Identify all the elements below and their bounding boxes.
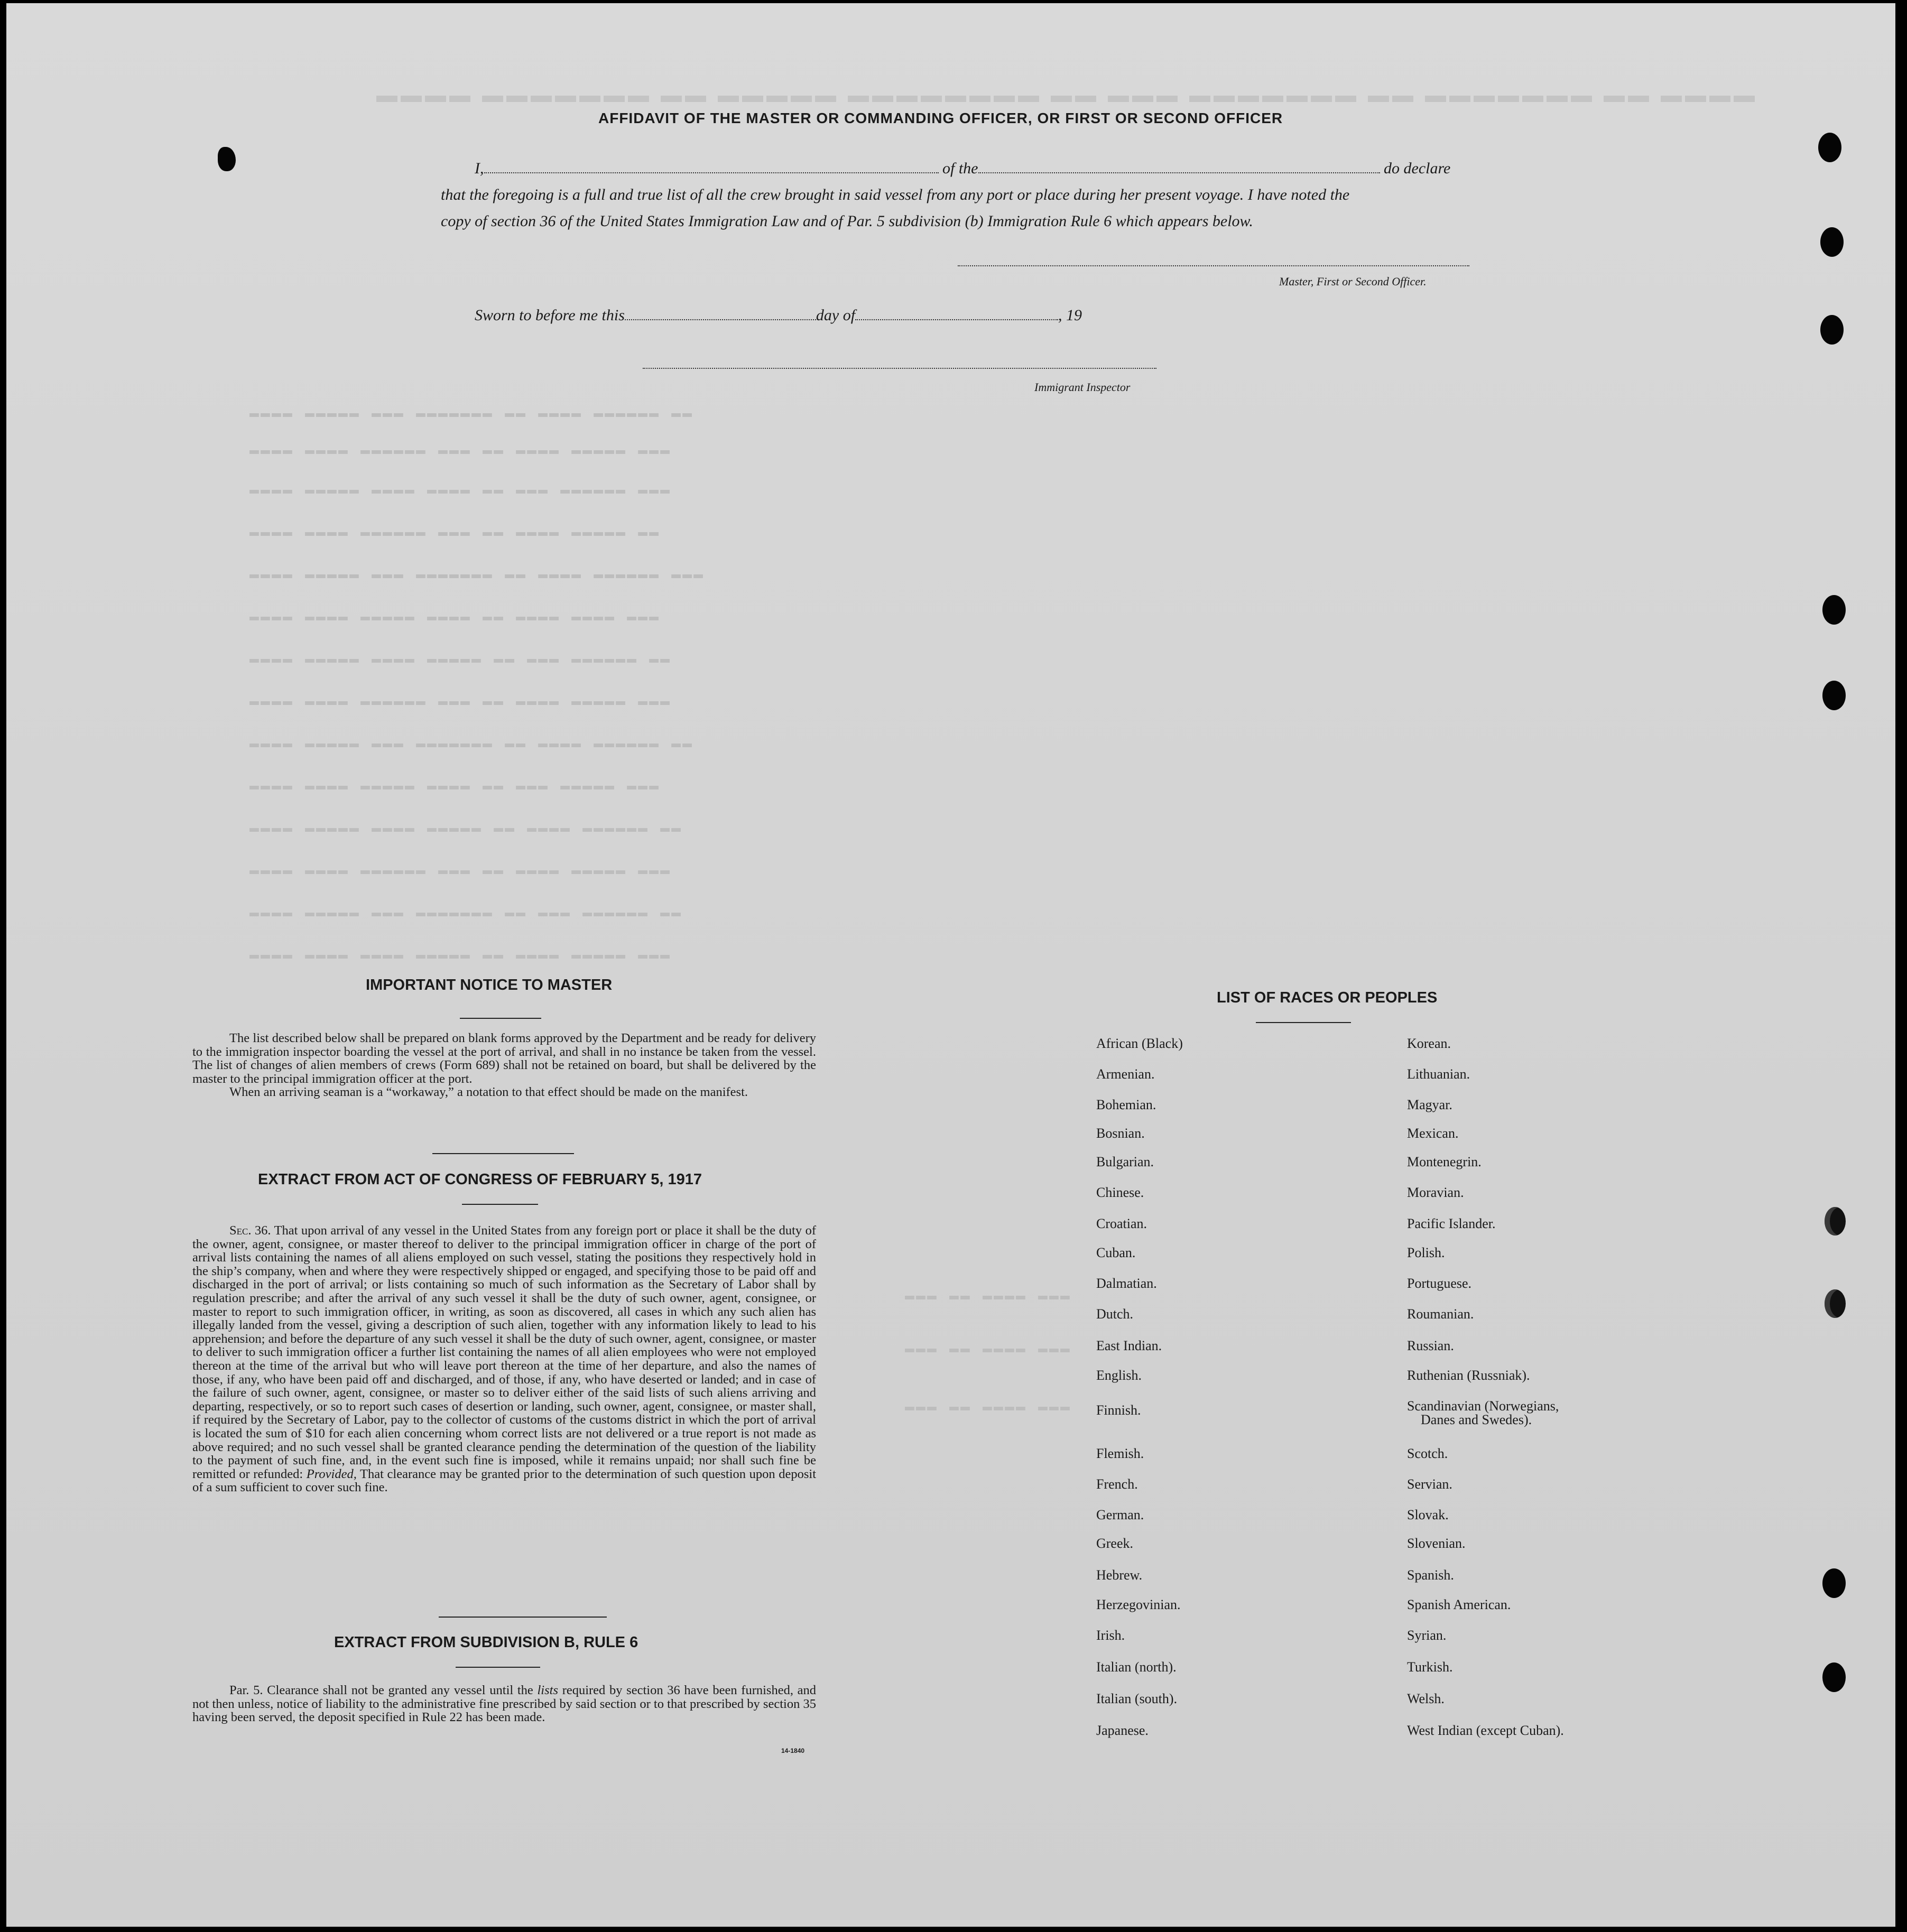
- sworn-line: [475, 306, 1082, 324]
- divider: [432, 1153, 574, 1154]
- race-item: Chinese.: [1096, 1185, 1144, 1200]
- document-page: ▬▬▬▬ ▬▬▬▬▬▬▬ ▬▬ ▬▬▬▬▬ ▬▬▬▬▬▬▬▬ ▬▬ ▬▬▬ ▬▬▬▬▬▬▬ ▬▬ ▬▬▬▬▬▬▬ ▬▬ ▬▬▬▬ ▬▬▬▬ ▬▬▬▬▬ ▬▬▬ ▬▬▬▬▬▬▬ ▬▬ ▬▬▬▬ ▬▬▬▬▬▬ ▬▬ ▬▬▬▬ ▬▬▬▬ ▬▬▬▬▬▬ ▬▬▬ ▬▬ ▬▬▬▬ ▬▬▬▬▬ ▬▬▬ ▬▬▬▬ ▬▬▬▬▬ ▬▬▬▬ ▬▬▬▬ ▬▬ ▬▬▬ ▬▬▬▬▬▬ ▬▬▬ ▬▬▬▬ ▬▬▬▬ ▬▬▬▬▬▬ ▬▬▬ ▬▬ ▬▬▬▬ ▬▬▬▬▬ ▬▬ ▬▬▬▬ ▬▬▬▬▬ ▬▬▬ ▬▬▬▬▬▬▬ ▬▬ ▬▬▬▬ ▬▬▬▬▬▬ ▬▬▬ ▬▬▬▬ ▬▬▬▬ ▬▬▬▬▬ ▬▬▬▬ ▬▬ ▬▬▬▬ ▬▬▬▬ ▬▬▬ ▬▬▬▬ ▬▬▬▬▬ ▬▬▬▬ ▬▬▬▬▬ ▬▬ ▬▬▬ ▬▬▬▬▬▬ ▬▬ ▬▬▬▬ ▬▬▬▬ ▬▬▬▬▬▬ ▬▬▬ ▬▬ ▬▬▬▬ ▬▬▬▬▬ ▬▬▬ ▬▬▬▬ ▬▬▬▬▬ ▬▬▬ ▬▬▬▬▬▬▬ ▬▬ ▬▬▬▬ ▬▬▬▬▬▬ ▬▬ ▬▬▬▬ ▬▬▬▬ ▬▬▬▬▬ ▬▬▬▬ ▬▬ ▬▬▬ ▬▬▬▬▬ ▬▬▬ ▬▬▬▬ ▬▬▬▬▬ ▬▬▬▬ ▬▬▬▬▬ ▬▬ ▬▬▬▬ ▬▬▬▬▬▬ ▬▬ ▬▬▬▬ ▬▬▬▬ ▬▬▬▬▬▬ ▬▬▬ ▬▬ ▬▬▬▬ ▬▬▬▬▬ ▬▬▬ ▬▬▬▬ ▬▬▬▬▬ ▬▬▬ ▬▬▬▬▬▬▬ ▬▬ ▬▬▬ ▬▬▬▬▬▬ ▬▬ ▬▬▬▬ ▬▬▬▬ ▬▬▬▬ ▬▬▬▬▬ ▬▬ ▬▬▬▬ ▬▬▬▬▬ ▬▬▬ ▬▬▬ ▬▬ ▬▬▬▬ ▬▬▬ ▬▬▬ ▬▬ ▬▬▬▬ ▬▬▬ ▬▬▬ ▬▬ ▬▬▬▬ ▬▬▬ AFFIDAVIT OF THE MASTER OR COMMANDING OFFICER, OR FIRST OR SECOND OFFICER I, of the do declare that the foregoing is a full and true list of all the crew brought in said vessel from any port or place during her present voyage. I have noted the copy of section 36 of the United States Immigration Law and of Par. 5 subdivision (b) Immigration Rule 6 which appears below. Master, First or Second Officer. Sworn to before me this day of , 19 Immigrant Inspector IMPORTANT NOTICE TO MASTER The list described below shall be prepared on blank forms approved by the Department and be ready for delivery to the immigration inspector boarding the vessel at the port of arrival, and shall in no instance be taken from the vessel. The list of changes of alien members of crews (Form 689) shall not be retained on board, but shall be delivered by the master to the principal immigration officer at the port. When an arriving seaman is a “workaway,” a notation to that effect should be made on the manifest. EXTRACT FROM ACT OF CONGRESS OF FEBRUARY 5, 1917 Sec. 36. That upon arrival of any vessel in the United States from any foreign port or place it shall be the duty of the owner, agent, consignee, or master thereof to deliver to the principal immigration officer in charge of the port of arrival lists containing the names of all aliens employed on such vessel, stating the positions they respectively hold in the ship’s company, when and where they were respectively shipped or engaged, and specifying those to be paid off and discharged in the port of arrival; or lists containing so much of such information as the Secretary of Labor shall by regulation prescribe; and after the arrival of any such vessel it shall be the duty of such owner, agent, consignee, or master to report to such immigration officer, in writing, as soon as discovered, all cases in which any such alien has illegally landed from the vessel, giving a description of such alien, together with any information likely to lead to his apprehension; and before the departure of any such vessel it shall be the duty of such owner, agent, consignee, or master to deliver to such immigration officer a further list containing the names of all alien employees who were not employed thereon at the time of the arrival but who will leave port thereon at the time of her departure, and also the names of those, if any, who have been paid off and discharged, and of those, if any, who have deserted or landed; and in case of the failure of such owner, agent, consignee, or master so to deliver either of the said lists of such aliens arriving and departing, respectively, or so to report such cases of desertion or landing, such owner, agent, consignee, or master shall, if required by the Secretary of Labor, pay to the collector of customs of the customs district in which the port of arrival is located the sum of $10 for each alien concerning whom correct lists are not delivered or a true report is not made as above required; and no such vessel shall be granted clearance pending the determination of the question of the liability to the payment of such fine, and, in the event such fine is imposed, while it remains unpaid; nor shall such fine be remitted or refunded: Provided, That clearance may be granted prior to the determination of such question upon deposit of a sum sufficient to cover such fine. EXTRACT FROM SUBDIVISION B, RULE 6 Par. 5. Clearance shall not be granted any vessel until the lists required by section 36 have been furnished, and not then unless, notice of liability to the administrative fine prescribed by said section or to that prescribed by section 35 having been served, the deposit specified in Rule 22 has been made. 14-1840 LIST OF RACES OR PEOPLES African (Black) Armenian. Bohemian. Bosnian. Bulgarian. Chinese. Croatian. Cuban. Dalmatian. Dutch. East Indian. English. Finnish. Flemish. French. German. Greek. Hebrew. Herzegovinian. Irish. Italian (north). Italian (south). Japanese. Korean. Lithuanian. Magyar. Mexican. Montenegrin. Moravian. Pacific Islander. Polish. Portuguese. Roumanian. Russian. Ruthenian (Russniak). Scandinavian (Norwegians, Danes and Swedes). Scotch. Servian. Slovak. Slovenian. Spanish. Spanish American. Syrian. Turkish. Welsh. West Indian (except Cuban).: [6, 3, 1895, 1927]
- inspector-signature-line[interactable]: [643, 368, 1156, 369]
- race-item: Italian (south).: [1096, 1691, 1178, 1706]
- sworn-day-blank[interactable]: [625, 308, 816, 320]
- race-item: Syrian.: [1407, 1628, 1447, 1643]
- race-item: Spanish.: [1407, 1567, 1454, 1583]
- affidavit-line-2: that the foregoing is a full and true list of all the crew brought in said vessel from any port or place during her present voyage. I have noted the: [441, 186, 1350, 203]
- divider: [439, 1617, 607, 1618]
- sworn-prefix: Sworn to before me this: [475, 306, 625, 324]
- race-item: Moravian.: [1407, 1185, 1464, 1200]
- race-item: Welsh.: [1407, 1691, 1445, 1706]
- race-item: Spanish American.: [1407, 1597, 1511, 1612]
- section-36-text-end: That clearance may be granted prior to the determination of such question upon deposit of a sum sufficient to cover such fine.: [192, 1466, 817, 1495]
- sworn-month-blank[interactable]: [855, 308, 1058, 320]
- race-item: Hebrew.: [1096, 1567, 1143, 1583]
- notice-title: IMPORTANT NOTICE TO MASTER: [366, 977, 613, 993]
- race-item: West Indian (except Cuban).: [1407, 1723, 1564, 1738]
- race-item: Croatian.: [1096, 1216, 1147, 1231]
- notice-body: [192, 1032, 816, 1099]
- race-item: Finnish.: [1096, 1402, 1141, 1418]
- race-item: Mexican.: [1407, 1126, 1459, 1141]
- declaration-prefix: I,: [475, 160, 484, 177]
- extract-1-title: EXTRACT FROM ACT OF CONGRESS OF FEBRUARY 5, 1917: [258, 1171, 702, 1188]
- form-number: 14-1840: [781, 1747, 805, 1754]
- name-blank[interactable]: [484, 161, 939, 173]
- race-item: Dutch.: [1096, 1306, 1134, 1322]
- race-item: Korean.: [1407, 1036, 1451, 1051]
- race-item: Bohemian.: [1096, 1097, 1156, 1112]
- ink-blot: [218, 147, 236, 171]
- race-item: Dalmatian.: [1096, 1276, 1157, 1291]
- rule-6-text: Par. 5. Clearance shall not be granted any vessel until the: [229, 1683, 533, 1697]
- affidavit-declaration-line: [475, 160, 1450, 178]
- race-item: Herzegovinian.: [1096, 1597, 1181, 1612]
- divider: [460, 1018, 541, 1019]
- declaration-middle: of the: [942, 160, 978, 177]
- races-title: LIST OF RACES OR PEOPLES: [1217, 989, 1438, 1006]
- punch-hole: [1825, 1289, 1846, 1318]
- race-item: East Indian.: [1096, 1338, 1162, 1353]
- divider: [456, 1667, 540, 1668]
- punch-hole: [1822, 1662, 1846, 1692]
- race-item: French.: [1096, 1476, 1138, 1492]
- affidavit-line-3: copy of section 36 of the United States Immigration Law and of Par. 5 subdivision (b) Immigration Rule 6 which appears below.: [441, 212, 1253, 230]
- race-item: Slovak.: [1407, 1507, 1449, 1522]
- section-label: Sec. 36.: [229, 1223, 271, 1238]
- race-item: Bulgarian.: [1096, 1154, 1154, 1169]
- race-item: Ruthenian (Russniak).: [1407, 1368, 1530, 1383]
- divider: [462, 1204, 538, 1205]
- race-item: Turkish.: [1407, 1659, 1453, 1675]
- race-item: Slovenian.: [1407, 1536, 1466, 1551]
- race-item: German.: [1096, 1507, 1144, 1522]
- race-item: Lithuanian.: [1407, 1066, 1470, 1082]
- race-item: Irish.: [1096, 1628, 1125, 1643]
- race-item: Scotch.: [1407, 1446, 1448, 1461]
- notice-paragraph-1: The list described below shall be prepared on blank forms approved by the Department and be ready for delivery to the immigration inspector boarding the vessel at the port of arrival, and shall in no instance be taken from the vessel. The list of changes of alien members of crews (Form 689) shall not be retained on board, but shall be delivered by the master to the principal immigration officer at the port.: [192, 1031, 816, 1086]
- punch-hole: [1825, 1207, 1846, 1236]
- master-signature-line[interactable]: [958, 265, 1469, 266]
- sworn-year-label: , 19: [1058, 306, 1082, 324]
- extract-1-body: [192, 1224, 816, 1494]
- race-item: Bosnian.: [1096, 1126, 1145, 1141]
- punch-hole: [1822, 595, 1846, 625]
- race-item: Scandinavian (Norwegians,: [1407, 1398, 1559, 1414]
- race-item: Japanese.: [1096, 1723, 1149, 1738]
- race-item: Russian.: [1407, 1338, 1454, 1353]
- section-36-text: That upon arrival of any vessel in the United States from any foreign port or place it shall be the duty of the owner, agent, consignee, or master thereof to deliver to the principal immigration officer in charge of the port of arrival lists containing the names of all aliens employed on such vessel, stating the positions they respectively hold in the ship’s company, when and where they were respectively shipped or engaged, and specifying those to be paid off and discharged in the port of arrival; or lists containing so much of such information as the Secretary of Labor shall by regulation prescribe; and after the arrival of any such vessel it shall be the duty of such owner, agent, consignee, or master to report to such immigration officer, in writing, as soon as discovered, all cases in which any such alien has illegally landed from the vessel, giving a description of such alien, together with any information likely to lead to his apprehension; and before the departure of any such vessel it shall be the duty of such owner, agent, consignee, or master to deliver to such immigration officer a further list containing the names of all alien employees who were not employed thereon at the time of the arrival but who will leave port thereon at the time of her departure, and also the names of those, if any, who have been paid off and discharged, and of those, if any, who have deserted or landed; and in case of the failure of such owner, agent, consignee, or master so to deliver either of the said lists of such aliens arriving and departing, respectively, or so to report such cases of desertion or landing, such owner, agent, consignee, or master shall, if required by the Secretary of Labor, pay to the collector of customs of the customs district in which the port of arrival is located the sum of $10 for each alien concerning whom correct lists are not delivered or a true report is not made as above required; and no such vessel shall be granted clearance pending the determination of the question of the liability to the payment of such fine, and, in the event such fine is imposed, while it remains unpaid; nor shall such fine be remitted or refunded:: [192, 1223, 816, 1481]
- extract-2-body: [192, 1684, 816, 1724]
- affidavit-title: AFFIDAVIT OF THE MASTER OR COMMANDING OFFICER, OR FIRST OR SECOND OFFICER: [598, 110, 1283, 126]
- race-item: Italian (north).: [1096, 1659, 1177, 1675]
- rule-6-text-end: required by section 36 have been furnished, and not then unless, notice of liability to the administrative fine prescribed by said section or to that prescribed by section 35 having been served, the deposit specified in Rule 22 has been made.: [192, 1683, 816, 1725]
- race-item: Cuban.: [1096, 1245, 1136, 1260]
- race-item: Danes and Swedes).: [1421, 1412, 1532, 1427]
- race-item: English.: [1096, 1368, 1142, 1383]
- race-item: Greek.: [1096, 1536, 1134, 1551]
- sworn-day-label: day of: [816, 306, 856, 324]
- punch-hole: [1820, 315, 1844, 345]
- vessel-blank[interactable]: [978, 161, 1380, 173]
- race-item: Servian.: [1407, 1476, 1452, 1492]
- race-item: Polish.: [1407, 1245, 1445, 1260]
- lists-word: lists: [537, 1683, 558, 1697]
- race-item: Armenian.: [1096, 1066, 1155, 1082]
- race-item: Flemish.: [1096, 1446, 1144, 1461]
- race-item: Pacific Islander.: [1407, 1216, 1496, 1231]
- punch-hole: [1822, 1568, 1846, 1598]
- notice-paragraph-2: When an arriving seaman is a “workaway,” a notation to that effect should be made on the manifest.: [229, 1085, 748, 1100]
- divider: [1256, 1022, 1351, 1023]
- provided-word: Provided,: [306, 1466, 357, 1481]
- master-caption: Master, First or Second Officer.: [1279, 275, 1427, 288]
- punch-hole: [1820, 227, 1844, 257]
- race-item: Portuguese.: [1407, 1276, 1472, 1291]
- race-item: Roumanian.: [1407, 1306, 1474, 1322]
- extract-2-title: EXTRACT FROM SUBDIVISION B, RULE 6: [334, 1634, 638, 1651]
- race-item: Magyar.: [1407, 1097, 1452, 1112]
- race-item: Montenegrin.: [1407, 1154, 1482, 1169]
- race-item: African (Black): [1096, 1036, 1183, 1051]
- punch-hole: [1818, 133, 1841, 162]
- punch-hole: [1822, 681, 1846, 710]
- declaration-suffix: do declare: [1384, 160, 1451, 177]
- inspector-caption: Immigrant Inspector: [1034, 380, 1131, 394]
